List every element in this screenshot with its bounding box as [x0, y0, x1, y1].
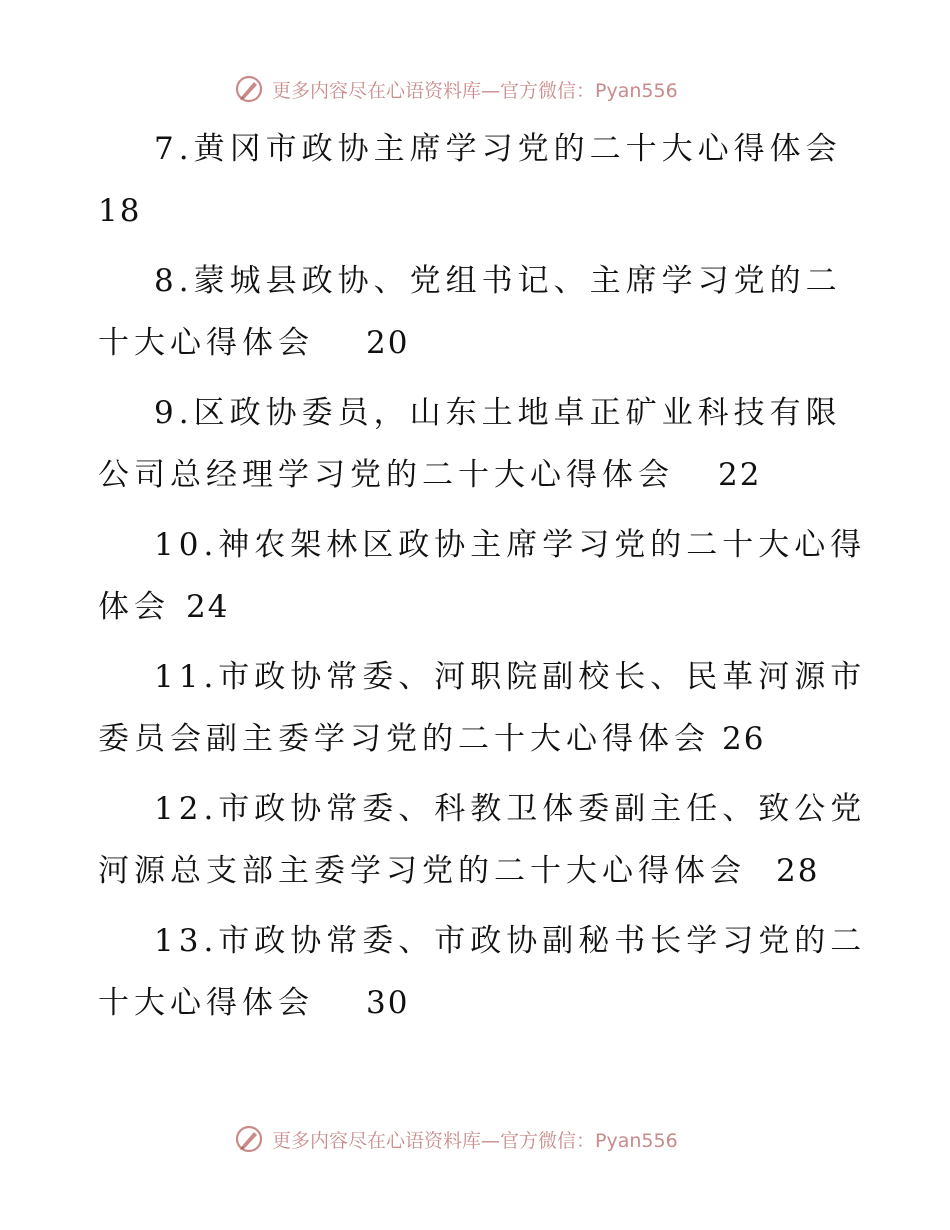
- toc-entry-title: 13.市政协常委、市政协副秘书长学习党的二十大心得体会: [98, 923, 867, 1021]
- toc-entry-13[interactable]: [98, 910, 868, 1034]
- toc-entry-11[interactable]: [98, 646, 868, 770]
- toc-entry-9[interactable]: [98, 382, 868, 506]
- toc-entry-title: 8.蒙城县政协、党组书记、主席学习党的二十大心得体会: [98, 263, 842, 361]
- toc-entry-title: 11.市政协常委、河职院副校长、民革河源市委员会副主委学习党的二十大心得体会: [98, 659, 867, 757]
- watermark-text: 更多内容尽在心语资料库—官方微信：Pyan556: [272, 79, 678, 102]
- watermark-text: 更多内容尽在心语资料库—官方微信：Pyan556: [272, 1129, 678, 1152]
- toc-entry-page: 30: [366, 985, 410, 1021]
- toc-entry-page: 18: [98, 193, 142, 229]
- toc-entry-title: 12.市政协常委、科教卫体委副主任、致公党河源总支部主委学习党的二十大心得体会: [98, 791, 867, 889]
- toc-entry-page: 26: [722, 721, 766, 757]
- watermark-footer: [234, 1122, 754, 1156]
- toc-entry-10[interactable]: [98, 514, 868, 638]
- toc-entry-8[interactable]: [98, 250, 868, 374]
- pen-logo-icon: [234, 1124, 264, 1154]
- toc-entry-7[interactable]: [98, 118, 868, 242]
- toc-entry-page: 28: [776, 853, 820, 889]
- toc-entry-title: 7.黄冈市政协主席学习党的二十大心得体会: [154, 131, 842, 167]
- toc-entry-title: 9.区政协委员，山东土地卓正矿业科技有限公司总经理学习党的二十大心得体会: [98, 395, 842, 493]
- toc-entry-12[interactable]: [98, 778, 868, 902]
- toc-entry-page: 24: [186, 589, 230, 625]
- toc-entry-page: 22: [718, 457, 762, 493]
- toc-entry-page: 20: [366, 325, 410, 361]
- toc-entry-title: 10.神农架林区政协主席学习党的二十大心得体会: [98, 527, 867, 625]
